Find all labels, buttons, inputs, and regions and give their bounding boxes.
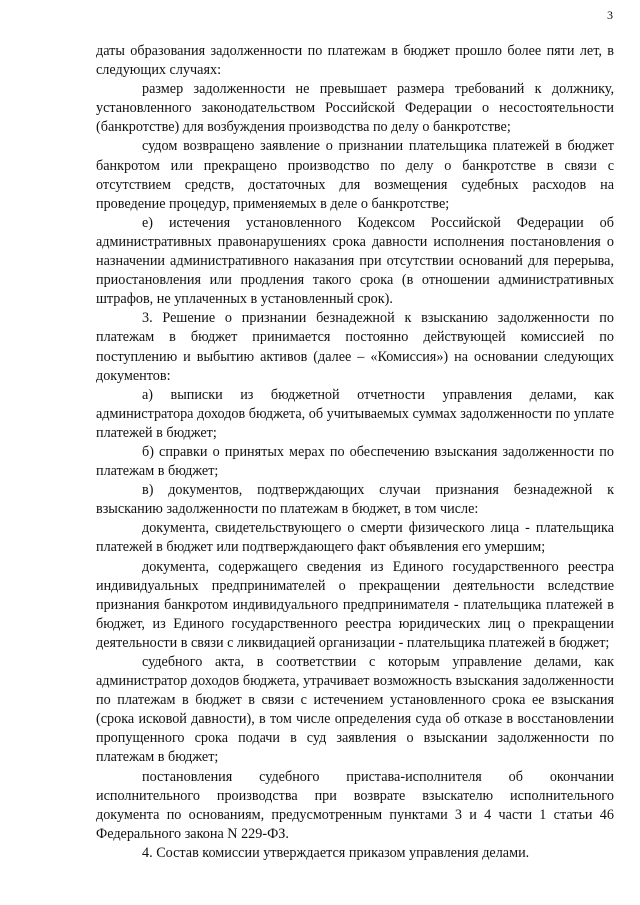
paragraph-court-act: судебного акта, в соответствии с которым управление делами, как администратор доходов бюджета, утрачивает возможность взыскания задолженности по платежам в бюджет в связи с истечением установленного срока ее взыскания (срока исковой давности), в том числе определения суда об отказе в восстановлении пропущенного срока подачи в суд заявления о взыскании задолженности по платежам в бюджет;	[96, 654, 614, 766]
paragraph-section-3: 3. Решение о признании безнадежной к взысканию задолженности по платежам в бюджет принимается постоянно действующей комиссией по поступлению и выбытию активов (далее – «Комиссия») на основании следующих документов:	[96, 310, 614, 384]
page-number: 3	[607, 8, 613, 22]
paragraph-death-document: документа, свидетельствующего о смерти физического лица - плательщика платежей в бюджет или подтверждающего факт объявления его умершим;	[96, 520, 614, 556]
paragraph-item-v: в) документов, подтверждающих случаи признания безнадежной к взысканию задолженности по платежам в бюджет, в том числе:	[96, 482, 614, 518]
document-body	[96, 42, 614, 863]
paragraph-item-a: а) выписки из бюджетной отчетности управления делами, как администратора доходов бюджета, об учитываемых суммах задолженности по уплате платежей в бюджет;	[96, 386, 614, 441]
paragraph-section-4: 4. Состав комиссии утверждается приказом управления делами.	[142, 844, 530, 861]
paragraph-court-returned: судом возвращено заявление о признании плательщика платежей в бюджет банкротом или прекращено производство по делу о банкротстве в связи с отсутствием средств, достаточных для возмещения судебных расходов на проведение процедур, применяемых в деле о банкротстве;	[96, 138, 614, 212]
paragraph-bailiff-resolution: постановления судебного пристава-исполнителя об окончании исполнительного производства при возврате взыскателю исполнительного документа по основаниям, предусмотренным пунктами 3 и 4 части 1 статьи 46 Федерального закона N 229-ФЗ.	[96, 768, 614, 842]
paragraph-debt-threshold: размер задолженности не превышает размера требований к должнику, установленного законодательством Российской Федерации о несостоятельности (банкротстве) для возбуждения производства по делу о банкротстве;	[96, 81, 614, 136]
paragraph-item-e: е) истечения установленного Кодексом Российской Федерации об административных правонарушениях срока давности исполнения постановления о назначении административного наказания при отсутствии оснований для перерыва, приостановления или продления такого срока (в отношении административных штрафов, не уплаченных в установленный срок).	[96, 214, 614, 308]
paragraph-registry-document: документа, содержащего сведения из Единого государственного реестра индивидуальных предпринимателей о прекращении деятельности вследствие признания банкротом индивидуального предпринимателя - плательщика платежей в бюджет, из Единого государственного реестра юридических лиц о прекращении деятельности в связи с ликвидацией организации - плательщика платежей в бюджет;	[96, 558, 614, 651]
paragraph-item-b: б) справки о принятых мерах по обеспечению взыскания задолженности по платежам в бюджет;	[96, 443, 614, 480]
paragraph-continuation: даты образования задолженности по платежам в бюджет прошло более пяти лет, в следующих случаях:	[96, 43, 614, 79]
